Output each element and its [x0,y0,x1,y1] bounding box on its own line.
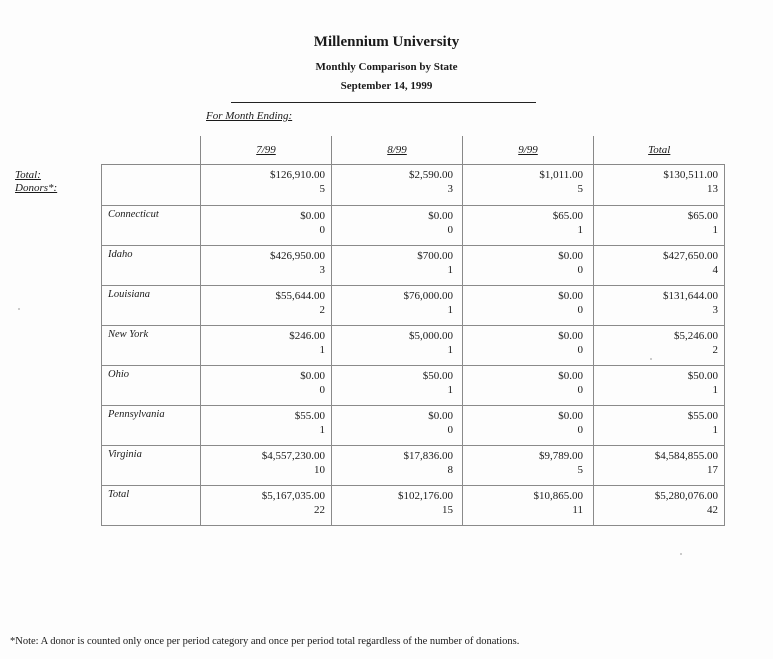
amount-value: $426,950.00 [270,250,325,262]
amount-value: $246.00 [289,330,325,342]
amount-value: $55,644.00 [275,290,325,302]
donor-count: 1 [712,224,718,236]
donor-count: 8 [447,464,453,476]
amount-value: $55.00 [294,410,325,422]
amount-value: $0.00 [558,370,583,382]
table-header-row [102,136,725,165]
table-cell [332,366,463,406]
donor-count: 3 [447,183,453,195]
table-cell [201,486,332,526]
donor-count: 10 [314,464,325,476]
donor-count: 1 [319,424,325,436]
table-cell [594,326,725,366]
side-donors-line: Donors*: [15,182,58,194]
donor-count: 5 [319,183,325,195]
amount-value: $9,789.00 [539,450,583,462]
report-title: Millennium University [313,34,460,50]
state-label: Idaho [102,246,201,286]
table-cell [201,206,332,246]
donor-count: 4 [712,264,718,276]
state-label: Total [102,486,201,526]
table-cell [201,286,332,326]
amount-value: $5,000.00 [409,330,453,342]
amount-value: $427,650.00 [663,250,718,262]
amount-value: $0.00 [558,330,583,342]
table-cell [594,446,725,486]
column-header: Total [594,136,725,165]
donor-count: 1 [577,224,583,236]
table-row [102,446,725,486]
scan-speck [18,308,20,310]
table-cell [332,406,463,446]
amount-value: $0.00 [558,250,583,262]
amount-value: $76,000.00 [403,290,453,302]
amount-value: $4,557,230.00 [261,450,325,462]
donor-count: 1 [447,304,453,316]
donor-count: 3 [319,264,325,276]
amount-value: $50.00 [422,370,453,382]
donor-count: 5 [577,183,583,195]
amount-value: $0.00 [300,210,325,222]
state-label: Connecticut [102,206,201,246]
donor-count: 0 [319,224,325,236]
comparison-table [101,136,725,526]
state-label: New York [102,326,201,366]
donor-count: 3 [712,304,718,316]
donor-count: 1 [447,264,453,276]
amount-value: $131,644.00 [663,290,718,302]
table-cell [463,446,594,486]
donor-count: 1 [447,384,453,396]
table-cell [463,286,594,326]
table-cell [594,165,725,206]
amount-value: $17,836.00 [403,450,453,462]
donor-count: 11 [572,504,583,516]
donor-count: 0 [577,304,583,316]
amount-value: $130,511.00 [663,169,718,181]
donor-count: 1 [319,344,325,356]
table-cell [463,246,594,286]
report-date: September 14, 1999 [340,80,433,92]
table-cell [594,206,725,246]
amount-value: $4,584,855.00 [654,450,718,462]
table-cell [332,486,463,526]
donor-count: 0 [577,264,583,276]
donor-count: 0 [447,224,453,236]
table-cell [201,246,332,286]
amount-value: $0.00 [428,210,453,222]
amount-value: $5,280,076.00 [654,490,718,502]
state-label [102,165,201,206]
amount-value: $65.00 [552,210,583,222]
scan-speck [650,358,652,360]
table-cell [201,366,332,406]
state-label: Louisiana [102,286,201,326]
table-cell [463,366,594,406]
amount-value: $50.00 [687,370,718,382]
amount-value: $10,865.00 [533,490,583,502]
table-cell [201,446,332,486]
amount-value: $0.00 [558,290,583,302]
amount-value: $1,011.00 [539,169,583,181]
donor-count: 0 [577,424,583,436]
scan-speck [680,553,682,555]
table-cell [332,206,463,246]
table-cell [463,326,594,366]
table-row [102,246,725,286]
table-cell [201,165,332,206]
header-divider [231,102,536,103]
table-cell [201,326,332,366]
amount-value: $65.00 [687,210,718,222]
donor-count: 0 [577,384,583,396]
month-ending-label: For Month Ending: [206,110,293,122]
table-cell [332,446,463,486]
donor-count: 42 [707,504,718,516]
table-row [102,206,725,246]
amount-value: $5,246.00 [674,330,718,342]
table-cell [332,165,463,206]
donor-count: 1 [447,344,453,356]
table-cell [594,286,725,326]
state-label: Pennsylvania [102,406,201,446]
amount-value: $0.00 [558,410,583,422]
column-header: 8/99 [332,136,463,165]
column-header: 9/99 [463,136,594,165]
column-header: 7/99 [201,136,332,165]
table-cell [463,165,594,206]
amount-value: $700.00 [417,250,453,262]
table-cell [332,286,463,326]
amount-value: $5,167,035.00 [261,490,325,502]
amount-value: $0.00 [428,410,453,422]
table-row [102,366,725,406]
donor-count: 22 [314,504,325,516]
donor-count: 0 [577,344,583,356]
amount-value: $126,910.00 [270,169,325,181]
table-cell [594,246,725,286]
table-cell [332,326,463,366]
table-cell [594,406,725,446]
table-cell [463,406,594,446]
donor-count: 2 [319,304,325,316]
donor-count: 5 [577,464,583,476]
table-cell [463,486,594,526]
amount-value: $2,590.00 [409,169,453,181]
state-label: Ohio [102,366,201,406]
donor-count: 1 [712,384,718,396]
state-label: Virginia [102,446,201,486]
donor-count: 2 [712,344,718,356]
header-corner [102,136,201,165]
table-cell [594,366,725,406]
table-row [102,286,725,326]
table-row [102,406,725,446]
side-total-line: Total: [15,169,41,181]
amount-value: $55.00 [687,410,718,422]
table-row [102,326,725,366]
donor-count: 0 [447,424,453,436]
table-row [102,486,725,526]
donor-count: 15 [442,504,453,516]
donor-count: 0 [319,384,325,396]
footnote: *Note: A donor is counted only once per period category and once per period total regardless of the number of donations. [10,636,520,647]
table-cell [332,246,463,286]
table-row [102,165,725,206]
report-subtitle: Monthly Comparison by State [315,61,458,73]
amount-value: $0.00 [300,370,325,382]
table-cell [201,406,332,446]
table-cell [594,486,725,526]
table-cell [463,206,594,246]
side-total-label [15,169,57,195]
donor-count: 1 [712,424,718,436]
donor-count: 13 [707,183,718,195]
amount-value: $102,176.00 [398,490,453,502]
donor-count: 17 [707,464,718,476]
